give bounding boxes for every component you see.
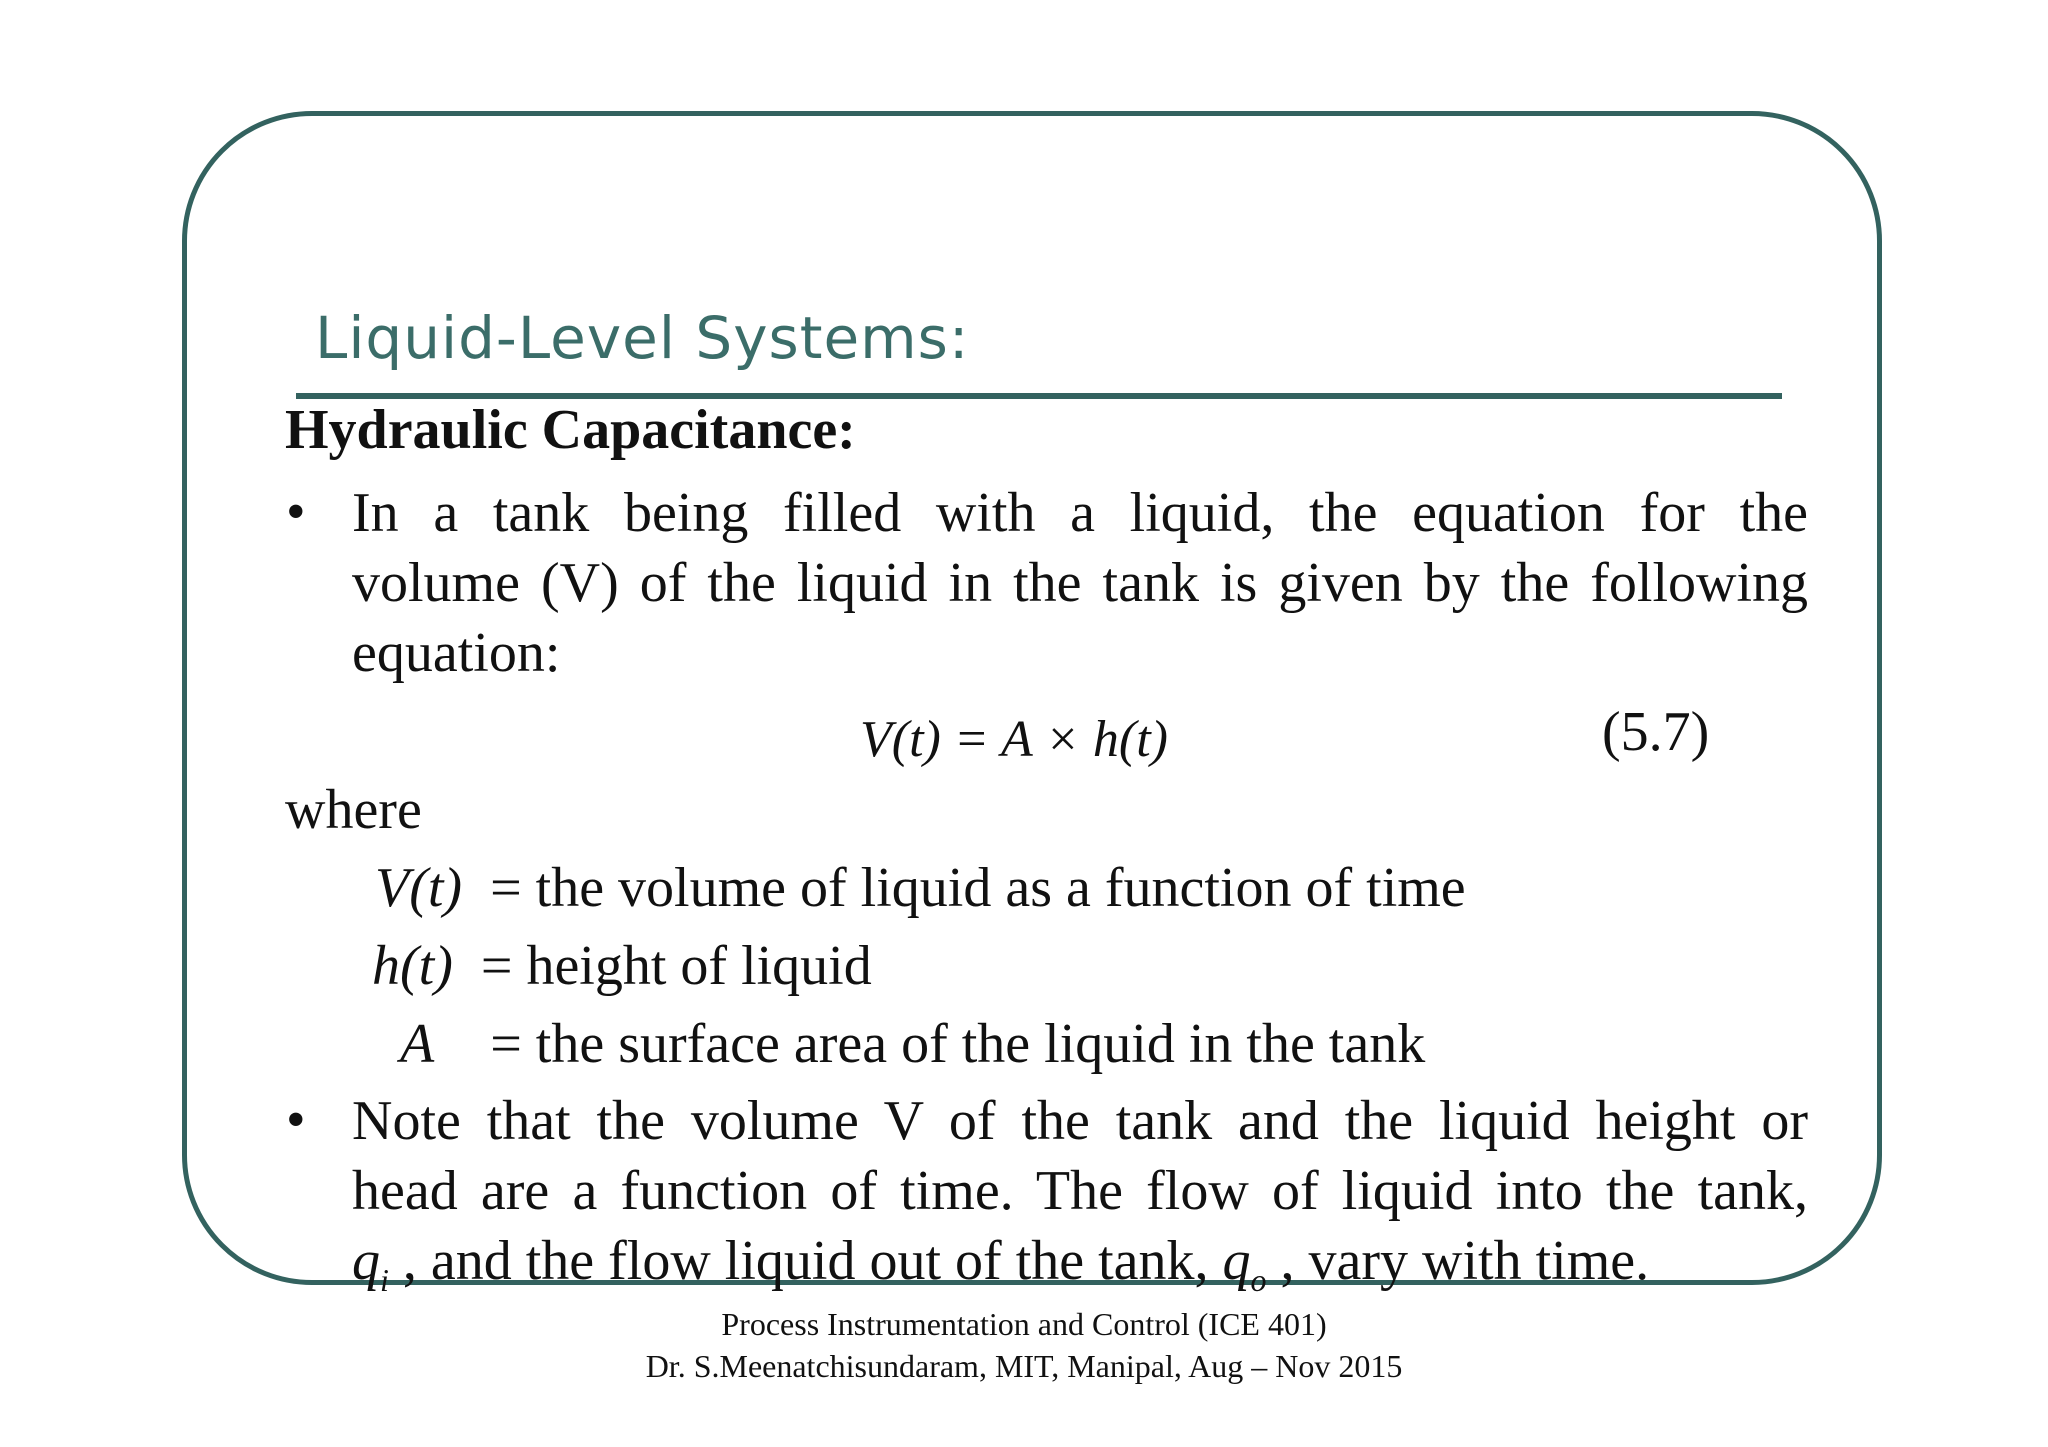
- footer-author: Dr. S.Meenatchisundaram, MIT, Manipal, Aug – Nov 2015: [645, 1348, 1403, 1384]
- bullet-2-line-3: [352, 1226, 1808, 1315]
- section-heading: Hydraulic Capacitance:: [285, 399, 856, 461]
- definition-text: = the volume of liquid as a function of time: [490, 857, 1466, 919]
- definition-volume: [375, 856, 1466, 920]
- bullet-2-end-text: , vary with time.: [1266, 1230, 1650, 1292]
- bullet-2-mid-text: , and the flow liquid out of the tank,: [388, 1230, 1223, 1292]
- definition-text: = the surface area of the liquid in the tank: [490, 1013, 1426, 1075]
- definition-area: [400, 1012, 1425, 1076]
- where-label: where: [285, 779, 422, 841]
- definition-text: = height of liquid: [480, 935, 872, 997]
- q-in-subscript: i: [380, 1262, 389, 1299]
- definition-symbol: V(t): [375, 857, 463, 919]
- equation-5-7: [860, 710, 1168, 769]
- bullet-2-line-1: Note that the volume V of the tank and the liquid height or: [352, 1090, 1808, 1152]
- footer-course: Process Instrumentation and Control (ICE 401): [721, 1306, 1327, 1342]
- equation-number: (5.7): [1602, 701, 1710, 763]
- bullet-marker-1: •: [286, 481, 306, 543]
- definition-height: [372, 934, 872, 998]
- bullet-2-line-2: head are a function of time. The flow of liquid into the tank,: [352, 1160, 1808, 1222]
- bullet-1-paragraph: [352, 478, 1808, 688]
- q-out-subscript: o: [1250, 1262, 1267, 1299]
- equation-expression: V(t) = A × h(t): [860, 711, 1168, 768]
- q-in-symbol: q: [352, 1230, 380, 1292]
- slide-title: Liquid-Level Systems:: [315, 304, 970, 372]
- bullet-2-paragraph: [352, 1086, 1808, 1315]
- bullet-1-line-3: equation:: [352, 622, 561, 684]
- definition-symbol: h(t): [372, 935, 453, 997]
- q-out-symbol: q: [1222, 1230, 1251, 1292]
- bullet-1-line-1: In a tank being filled with a liquid, the equation for the: [352, 482, 1808, 544]
- bullet-marker-2: •: [286, 1089, 306, 1151]
- definition-symbol: A: [400, 1013, 435, 1075]
- bullet-1-line-2: volume (V) of the liquid in the tank is given by the following: [352, 552, 1808, 614]
